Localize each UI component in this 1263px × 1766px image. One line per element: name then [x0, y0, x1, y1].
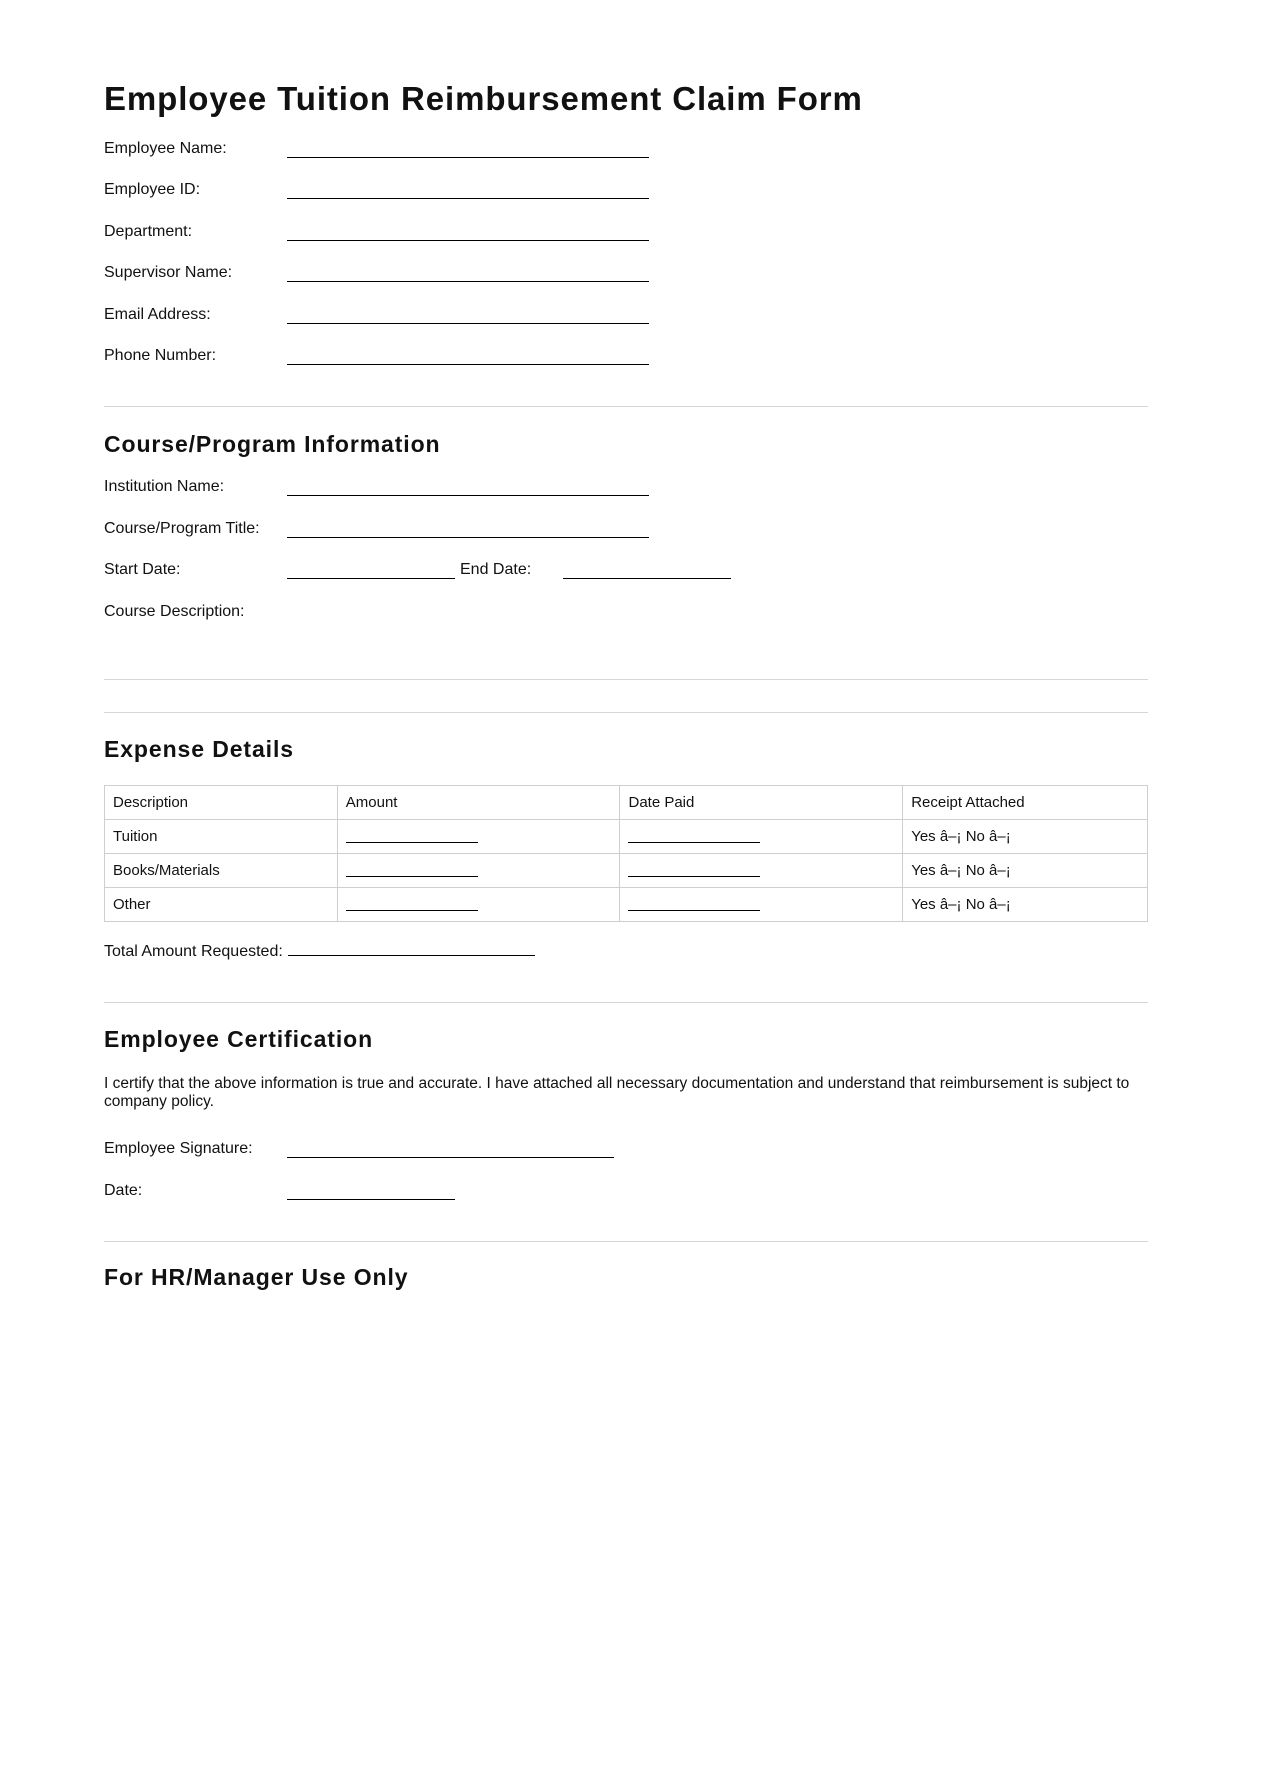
department-row [104, 223, 804, 247]
institution-name-label: Institution Name: [104, 478, 225, 495]
column-header-amount: Amount [337, 786, 620, 820]
course-title-row [104, 520, 804, 544]
expense-amount-field[interactable] [346, 900, 478, 911]
course-section-heading: Course/Program Information [104, 431, 441, 457]
section-divider [104, 712, 1148, 713]
phone-number-label: Phone Number: [104, 347, 217, 364]
employee-id-row [104, 181, 804, 205]
phone-number-row [104, 347, 804, 371]
column-header-description: Description [105, 786, 338, 820]
certification-date-field[interactable] [287, 1199, 455, 1200]
employee-signature-field[interactable] [287, 1157, 614, 1158]
section-divider [104, 1241, 1148, 1242]
expense-amount-cell [337, 820, 620, 854]
expense-amount-field[interactable] [346, 832, 478, 843]
expense-date-cell [620, 854, 903, 888]
institution-name-field[interactable] [287, 495, 649, 496]
form-title: Employee Tuition Reimbursement Claim Form [104, 80, 863, 117]
hr-section-heading-clip [104, 1262, 804, 1290]
table-row [105, 820, 1148, 854]
expense-date-cell [620, 888, 903, 922]
total-amount-row [104, 943, 535, 961]
total-amount-label: Total Amount Requested: [104, 943, 283, 960]
employee-name-label: Employee Name: [104, 140, 227, 157]
email-address-field[interactable] [287, 323, 649, 324]
hr-section-heading: For HR/Manager Use Only [104, 1264, 409, 1290]
expense-description: Books/Materials [105, 854, 338, 888]
expense-table [104, 785, 1148, 922]
expense-table-header [105, 786, 1148, 820]
course-description-label: Course Description: [104, 603, 245, 620]
expense-amount-cell [337, 888, 620, 922]
column-header-date-paid: Date Paid [620, 786, 903, 820]
expense-amount-cell [337, 854, 620, 888]
certification-date-row [104, 1182, 804, 1206]
supervisor-name-field[interactable] [287, 281, 649, 282]
expense-description: Tuition [105, 820, 338, 854]
employee-signature-row [104, 1140, 804, 1164]
section-divider [104, 406, 1148, 407]
department-field[interactable] [287, 240, 649, 241]
expense-amount-field[interactable] [346, 866, 478, 877]
expense-description: Other [105, 888, 338, 922]
start-date-field[interactable] [287, 578, 455, 579]
expense-date-paid-field[interactable] [628, 832, 760, 843]
course-title-label: Course/Program Title: [104, 520, 260, 537]
certification-statement: I certify that the above information is true and accurate. I have attached all necessary documentation and understand that reimbursement is subject to company policy. [104, 1075, 1130, 1110]
receipt-attached-options[interactable]: Yes â–¡ No â–¡ [903, 820, 1148, 854]
institution-name-row [104, 478, 804, 502]
course-title-field[interactable] [287, 537, 649, 538]
expense-date-paid-field[interactable] [628, 866, 760, 877]
end-date-field[interactable] [563, 578, 731, 579]
receipt-attached-options[interactable]: Yes â–¡ No â–¡ [903, 888, 1148, 922]
table-row [105, 888, 1148, 922]
employee-signature-label: Employee Signature: [104, 1140, 253, 1157]
employee-name-field[interactable] [287, 157, 649, 158]
department-label: Department: [104, 223, 193, 240]
start-date-label: Start Date: [104, 561, 181, 578]
email-address-row [104, 306, 804, 330]
email-address-label: Email Address: [104, 306, 211, 323]
employee-id-label: Employee ID: [104, 181, 201, 198]
course-description-row [104, 603, 804, 627]
phone-number-field[interactable] [287, 364, 649, 365]
course-description-area-line[interactable] [104, 679, 1148, 680]
receipt-attached-options[interactable]: Yes â–¡ No â–¡ [903, 854, 1148, 888]
expense-section-heading: Expense Details [104, 736, 294, 762]
employee-name-row [104, 140, 804, 164]
certification-section-heading: Employee Certification [104, 1026, 374, 1052]
column-header-receipt-attached: Receipt Attached [903, 786, 1148, 820]
total-amount-field[interactable] [288, 943, 535, 956]
section-divider [104, 1002, 1148, 1003]
employee-id-field[interactable] [287, 198, 649, 199]
supervisor-name-label: Supervisor Name: [104, 264, 233, 281]
supervisor-name-row [104, 264, 804, 288]
course-dates-row [104, 561, 804, 585]
certification-date-label: Date: [104, 1182, 143, 1199]
expense-date-cell [620, 820, 903, 854]
end-date-label: End Date: [460, 561, 532, 578]
expense-date-paid-field[interactable] [628, 900, 760, 911]
table-row [105, 854, 1148, 888]
